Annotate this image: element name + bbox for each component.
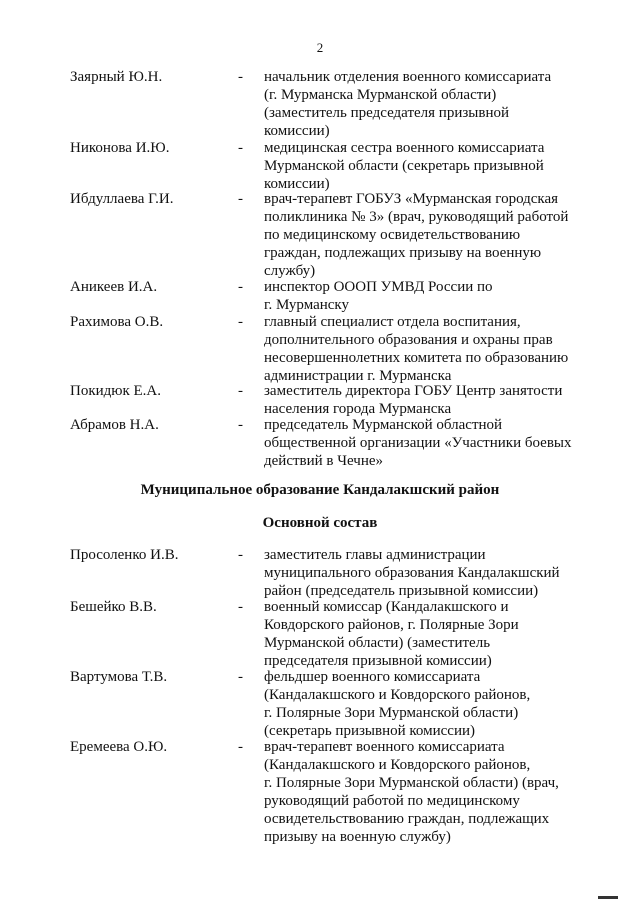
description-line: комиссии) bbox=[264, 176, 330, 192]
description-line: комиссии) bbox=[264, 123, 330, 139]
member-description bbox=[264, 668, 594, 740]
member-name: Ибдуллаева Г.И. bbox=[70, 191, 174, 207]
section-heading: Муниципальное образование Кандалакшский район bbox=[140, 482, 500, 498]
description-line: председателя призывной комиссии) bbox=[264, 653, 492, 669]
member-dash: - bbox=[238, 140, 243, 156]
description-line: (заместитель председателя призывной bbox=[264, 105, 509, 121]
member-name: Покидюк Е.А. bbox=[70, 383, 162, 399]
description-line: населения города Мурманска bbox=[264, 401, 452, 417]
description-line: муниципального образования Кандалакшский bbox=[264, 565, 560, 581]
member-description bbox=[264, 139, 594, 193]
member-name: Просоленко И.В. bbox=[70, 547, 179, 563]
scan-mark bbox=[598, 896, 618, 899]
member-name: Заярный Ю.Н. bbox=[70, 69, 163, 85]
description-line: заместитель главы администрации bbox=[264, 547, 486, 563]
description-line: заместитель директора ГОБУ Центр занятости bbox=[264, 383, 563, 399]
description-line: администрации г. Мурманска bbox=[264, 368, 452, 384]
description-line: поликлиника № 3» (врач, руководящий работой bbox=[264, 209, 569, 225]
member-name: Вартумова Т.В. bbox=[70, 669, 168, 685]
description-line: председатель Мурманской областной bbox=[264, 417, 503, 433]
member-dash: - bbox=[238, 669, 243, 685]
description-line: медицинская сестра военного комиссариата bbox=[264, 140, 545, 156]
member-description bbox=[264, 546, 594, 600]
description-line: (Кандалакшского и Ковдорского районов, bbox=[264, 687, 531, 703]
description-line: (Кандалакшского и Ковдорского районов, bbox=[264, 757, 531, 773]
member-description bbox=[264, 382, 594, 418]
page-number: 2 bbox=[316, 40, 324, 55]
description-line: руководящий работой по медицинскому bbox=[264, 793, 520, 809]
member-description bbox=[264, 313, 594, 385]
description-line: врач-терапевт ГОБУЗ «Мурманская городская bbox=[264, 191, 559, 207]
member-name: Еремеева О.Ю. bbox=[70, 739, 168, 755]
description-line: военный комиссар (Кандалакшского и bbox=[264, 599, 509, 615]
member-dash: - bbox=[238, 314, 243, 330]
description-line: службу) bbox=[264, 263, 316, 279]
description-line: (г. Мурманска Мурманской области) bbox=[264, 87, 497, 103]
member-description bbox=[264, 598, 594, 670]
description-line: район (председатель призывной комиссии) bbox=[264, 583, 539, 599]
member-dash: - bbox=[238, 279, 243, 295]
member-description bbox=[264, 416, 594, 470]
description-line: несовершеннолетних комитета по образованию bbox=[264, 350, 569, 366]
member-description bbox=[264, 738, 594, 846]
member-name: Аникеев И.А. bbox=[70, 279, 158, 295]
description-line: действий в Чечне» bbox=[264, 453, 384, 469]
description-line: фельдшер военного комиссариата bbox=[264, 669, 481, 685]
description-line: (секретарь призывной комиссии) bbox=[264, 723, 475, 739]
description-line: призыву на военную службу) bbox=[264, 829, 451, 845]
member-name: Бешейко В.В. bbox=[70, 599, 157, 615]
member-name: Абрамов Н.А. bbox=[70, 417, 159, 433]
description-line: Мурманской области) (заместитель bbox=[264, 635, 491, 651]
description-line: г. Полярные Зори Мурманской области) bbox=[264, 705, 519, 721]
description-line: освидетельствованию граждан, подлежащих bbox=[264, 811, 550, 827]
member-name: Никонова И.Ю. bbox=[70, 140, 170, 156]
member-name: Рахимова О.В. bbox=[70, 314, 164, 330]
description-line: врач-терапевт военного комиссариата bbox=[264, 739, 505, 755]
member-dash: - bbox=[238, 599, 243, 615]
description-line: г. Мурманску bbox=[264, 297, 350, 313]
description-line: граждан, подлежащих призыву на военную bbox=[264, 245, 542, 261]
description-line: г. Полярные Зори Мурманской области) (врач, bbox=[264, 775, 559, 791]
member-dash: - bbox=[238, 417, 243, 433]
member-dash: - bbox=[238, 191, 243, 207]
member-dash: - bbox=[238, 739, 243, 755]
member-description bbox=[264, 68, 594, 140]
member-dash: - bbox=[238, 69, 243, 85]
description-line: Ковдорского районов, г. Полярные Зори bbox=[264, 617, 519, 633]
description-line: начальник отделения военного комиссариата bbox=[264, 69, 552, 85]
description-line: общественной организации «Участники боевых bbox=[264, 435, 572, 451]
description-line: главный специалист отдела воспитания, bbox=[264, 314, 521, 330]
member-dash: - bbox=[238, 383, 243, 399]
description-line: дополнительного образования и охраны прав bbox=[264, 332, 553, 348]
member-description bbox=[264, 190, 594, 280]
description-line: по медицинскому освидетельствованию bbox=[264, 227, 521, 243]
description-line: инспектор ОООП УМВД России по bbox=[264, 279, 493, 295]
section-subheading: Основной состав bbox=[262, 515, 378, 531]
member-dash: - bbox=[238, 547, 243, 563]
description-line: Мурманской области (секретарь призывной bbox=[264, 158, 544, 174]
member-description bbox=[264, 278, 594, 314]
